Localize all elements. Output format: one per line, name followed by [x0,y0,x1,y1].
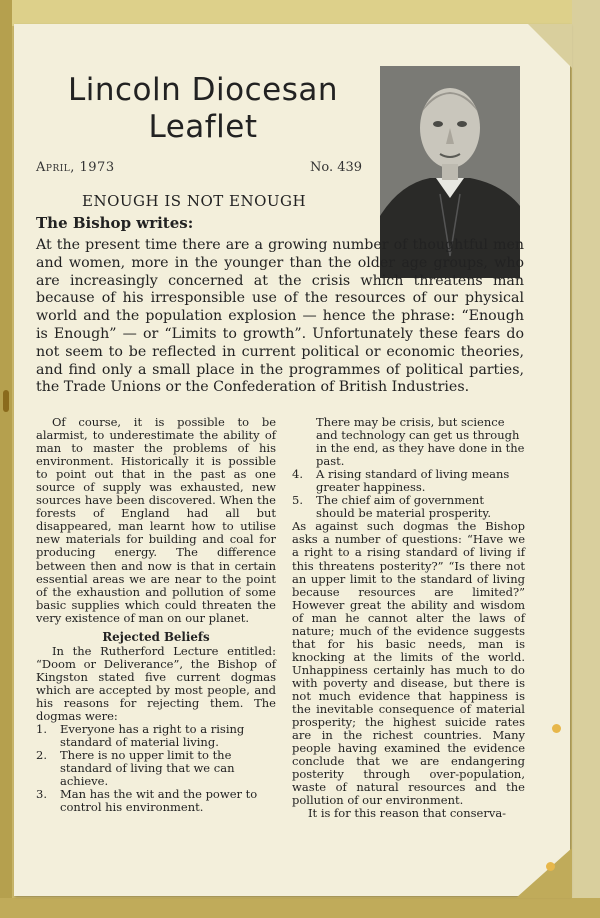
staple-mark [3,390,9,412]
list-item [36,723,276,749]
stain-spot [546,862,555,871]
list-item [36,749,276,788]
left-column [36,416,276,814]
lead-text: At the present time there are a growing number of thoughtful men and women, more in the younger than the older age groups, who are increasingly concerned at the crisis which threatens man because of his irresponsible use of the resources of our physical world and the population explosion — hence the phrase: “Enough is Enough” — or “Limits to growth”. Unfortunately these fears do not seem to be reflected in current political or economic theories, and find only a small place in the programmes of political parties, the Trade Unions or the Confederation of British Industries. [36,237,524,396]
list-number: 3. [36,787,47,802]
subheading: Rejected Beliefs [102,629,210,644]
list-item [292,468,525,494]
list-item [292,494,525,520]
paragraph: In the Rutherford Lecture entitled: “Doom or Deliverance”, the Bishop of Kingston stated five current dogmas which are accepted by most people, and his reasons for rejecting them. The dogmas were: [36,643,276,724]
paragraph: As against such dogmas the Bishop asks a number of questions: “Have we a right to a rising standard of living if this threatens posterity?” “Is there not an upper limit to the standard of living because resources are limited?” However great the ability and wisdom of man he cannot alter the laws of nature; much of the evidence suggests that for his basic needs, man is knocking at the limits of the world. Unhappiness certainly has much to do with poverty and disease, but there is not much evidence that happiness is the inevitable consequence of material prosperity; the highest suicide rates are in the richest countries. Many people having examined the evidence conclude that we are endangering posterity through over-population, waste of natural resources and the pollution of our environment. [292,519,525,808]
issue-number: No. 439 [310,160,363,175]
list-text: There is no upper limit to the standard of living that we can achieve. [60,748,235,789]
page-edge-top [0,0,600,26]
page-edge-bottom [0,898,600,918]
masthead-title [48,72,358,146]
list-text: The chief aim of government should be material prosperity. [316,493,491,521]
list-number: 2. [36,748,47,763]
lead-paragraph [36,237,524,397]
page-edge-left [0,0,12,918]
title-line-1: Lincoln Diocesan [67,72,339,108]
stain-spot [552,724,561,733]
list-text: Man has the wit and the power to control his environment. [60,787,258,815]
paragraph: Of course, it is possible to be alarmist, to underestimate the ability of man to master the problems of his environment. Historically it is possible to point out that in the past as one source of supply was exhausted, new sources have been discovered. When the forests of England had all but disappeared, man learnt how to utilise new materials for building and coal for producing energy. The difference between then and now is that in certain essential areas we are near to the point of the exhaustion and pollution of some basic supplies which could threaten the very existence of man on our planet. [36,415,276,625]
list-number: 5. [292,493,303,508]
list-text: There may be crisis, but science and technology can get us through in the end, as they have done in the past. [316,415,525,469]
title-line-2: Leaflet [148,109,258,145]
paragraph: It is for this reason that conserva- [308,806,507,821]
article-headline: ENOUGH IS NOT ENOUGH [82,192,307,210]
article-byline: The Bishop writes: [36,214,194,232]
folded-corner-top [528,24,572,68]
list-number [292,416,316,468]
list-number: 4. [292,467,303,482]
right-column [292,416,525,820]
list-text: Everyone has a right to a rising standard of material living. [60,722,245,750]
list-text: A rising standard of living means greater happiness. [316,467,510,495]
folded-corner-bottom [516,848,572,898]
page-edge-right [572,0,600,918]
list-item-continued [292,416,525,468]
list-item [36,788,276,814]
list-number: 1. [36,722,47,737]
issue-date: April, 1973 [36,160,115,175]
